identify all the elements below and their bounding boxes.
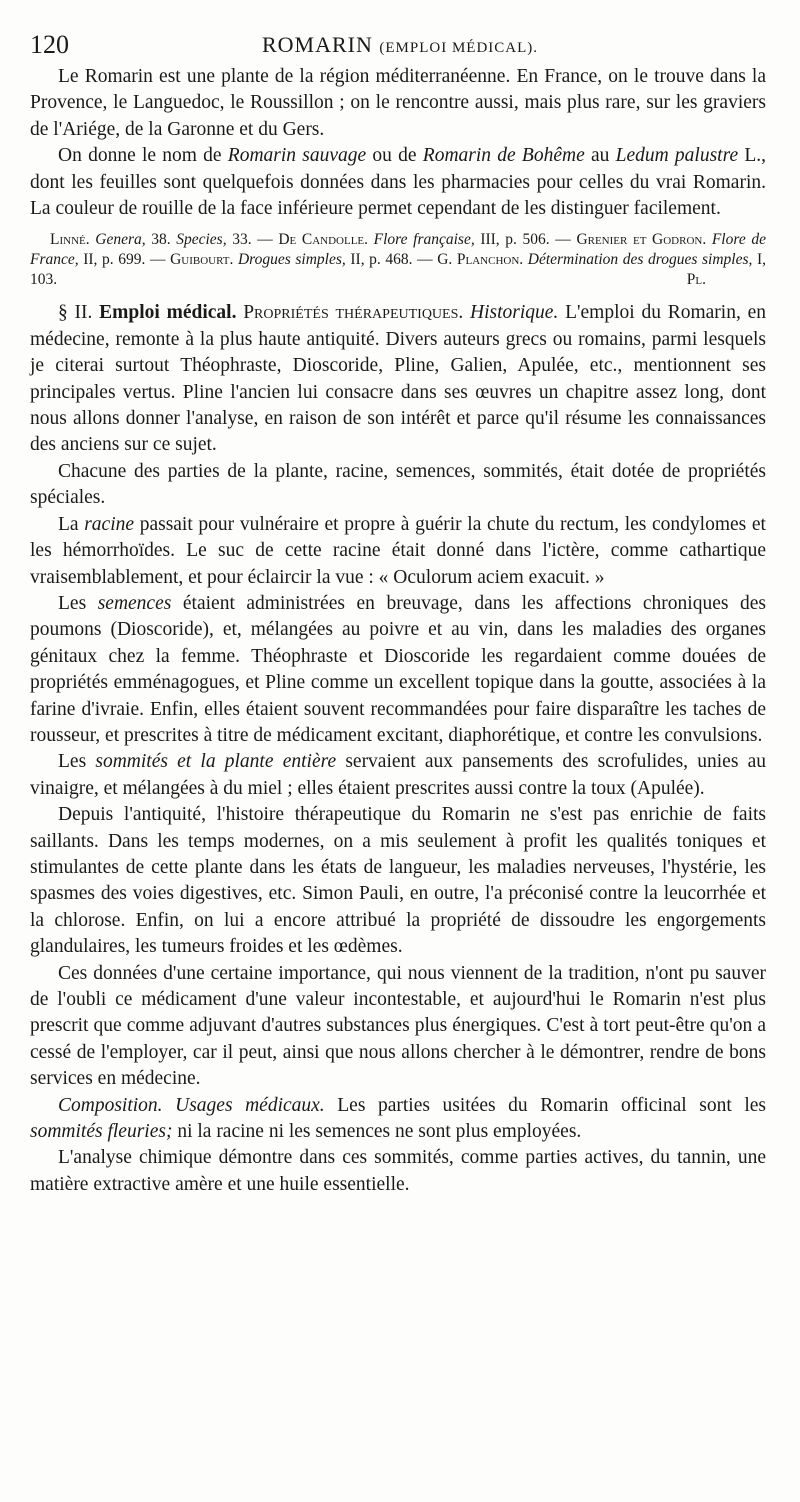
text-run: La [58, 513, 85, 535]
italic-run: Historique. [470, 302, 559, 324]
work-title: Flore française, [368, 231, 475, 249]
author: G. Planchon. [437, 251, 524, 269]
italic-run: semences [97, 592, 172, 614]
paragraph-2 [30, 143, 766, 222]
page-number: 120 [30, 30, 69, 59]
paragraph-9: Ces données d'une certaine importance, qui nous viennent de la tradition, n'ont pu sauver de l'oubli ce médicament d'une valeur incontestable, et aujourd'hui le Romarin n'est plus prescrit que comme adjuvant d'autres substances plus énergiques. C'est à tort peut-être qu'on a cessé de l'employer, car il peut, ainsi que nous allons chercher à le démontrer, rendre de bons services en médecine. [30, 962, 766, 1090]
text-run: 33. — [226, 231, 279, 249]
text-run: ou de [366, 145, 423, 167]
text-run: passait pour vulnéraire et propre à guérir la chute du rectum, les condylomes et les hémorrhoïdes. Le suc de cette racine était donné dans l'ictère, comme cathartique vraisemblablement, et pour éclaircir la vue : « Oculorum aciem exacuit. » [30, 513, 766, 588]
bibliography [30, 230, 766, 290]
text-run: servaient aux pansements des scrofulides, unies au vinaigre, et mélangées à du miel ; elles étaient prescrites aussi contre la toux (Apulée). [30, 751, 767, 799]
paragraph-11: L'analyse chimique démontre dans ces sommités, comme parties actives, du tannin, une matière extractive amère et une huile essentielle. [30, 1147, 766, 1195]
text-run: Les [58, 592, 98, 614]
body-text [30, 64, 766, 1198]
paragraph-6 [30, 591, 766, 749]
section-2 [30, 300, 766, 458]
text-run: III, p. 506. — [474, 231, 577, 249]
work-title: Species, [176, 231, 227, 249]
author: Linné. [50, 231, 90, 249]
text-run: II, p. 468. — [345, 251, 438, 269]
italic-run: Composition. Usages médicaux. [58, 1094, 325, 1116]
text-run: On donne le nom de [58, 145, 228, 167]
running-title [30, 32, 770, 58]
author: De Candolle. [278, 231, 369, 249]
text-run: Les parties usitées du Romarin officinal sont les [324, 1094, 766, 1116]
paragraph-4: Chacune des parties de la plante, racine, semences, sommités, était dotée de propriétés spéciales. [30, 460, 766, 509]
section-subtitle: Propriétés thérapeutiques. [236, 302, 471, 324]
text-run: I, 103. [30, 251, 767, 289]
italic-run: Romarin de Bohême [422, 145, 585, 167]
section-number: § II. [58, 302, 100, 324]
text-run: Les [58, 751, 96, 773]
section-title: Emploi médical. [99, 302, 237, 324]
text-run: étaient administrées en breuvage, dans les affections chroniques des poumons (Dioscoride), et, mélangées au poivre et au vin, dans les maladies des organes génitaux chez la femme. Théophraste et Dioscoride les regardaient comme douées de propriétés emménagogues, et Pline comme un excellent topique dans la goutte, associées à la farine d'ivraie. Enfin, elles étaient souvent recommandées pour faire disparaître les taches de rousseur, et prescrites à titre de médicament excitant, diaphorétique, et contre les convulsions. [30, 592, 766, 746]
italic-run: sommités fleuries; [30, 1121, 173, 1143]
author: Guibourt. [170, 251, 234, 269]
paragraph-5 [30, 512, 766, 591]
work-title: Flore de France, [30, 231, 766, 269]
work-title: Détermination des drogues simples, [523, 251, 753, 269]
text-run: ni la racine ni les semences ne sont plus employées. [172, 1121, 582, 1143]
running-title-main: ROMARIN [261, 32, 373, 57]
text-run: II, p. 699. — [78, 251, 171, 269]
signature: Pl. [686, 271, 706, 289]
work-title: Drogues simples, [233, 251, 346, 269]
text-run: L., dont les feuilles sont quelquefois données dans les pharmacies pour celles du vrai Romarin. La couleur de rouille de la face inférieure permet cependant de les distinguer facilement. [30, 145, 767, 220]
italic-run: sommités et la plante entière [95, 751, 337, 773]
text-run: au [584, 145, 616, 167]
author: Grenier et Godron. [576, 231, 707, 249]
italic-run: Romarin sauvage [227, 145, 367, 167]
work-title: Genera, [89, 231, 146, 249]
paragraph-7 [30, 749, 766, 802]
running-head [30, 30, 770, 64]
italic-run: Ledum palustre [615, 145, 739, 167]
text-run: L'emploi du Romarin, en médecine, remonte à la plus haute antiquité. Divers auteurs grecs ou romains, parmi lesquels je citerai surtout Théophraste, Dioscoride, Pline, Galien, Apulée, etc., mentionnent ses principales vertus. Pline l'ancien lui consacre dans ses œuvres un chapitre assez long, dont nous allons donner l'analyse, en raison de son intérêt et parce qu'il résume les connaissances des anciens sur ce sujet. [30, 302, 766, 456]
text-run: 38. [145, 231, 177, 249]
running-title-sub: (EMPLOI MÉDICAL). [379, 40, 539, 56]
paragraph-10 [30, 1093, 766, 1146]
italic-run: racine [84, 513, 135, 535]
paragraph-1: Le Romarin est une plante de la région méditerranéenne. En France, on le trouve dans la Provence, le Languedoc, le Roussillon ; on le rencontre aussi, mais plus rare, sur les graviers de l'Ariége, de la Garonne et du Gers. [30, 66, 766, 140]
paragraph-8: Depuis l'antiquité, l'histoire thérapeutique du Romarin ne s'est pas enrichie de faits saillants. Dans les temps modernes, on a mis seulement à profit les qualités toniques et stimulantes de cette plante dans les états de langueur, les maladies nerveuses, l'hystérie, les spasmes des voies digestives, etc. Simon Pauli, en outre, l'a préconisé contre la leucorrhée et la chlorose. Enfin, on lui a encore attribué la propriété de dissoudre les engorgements glandulaires, les tumeurs froides et les œdèmes. [30, 804, 766, 958]
